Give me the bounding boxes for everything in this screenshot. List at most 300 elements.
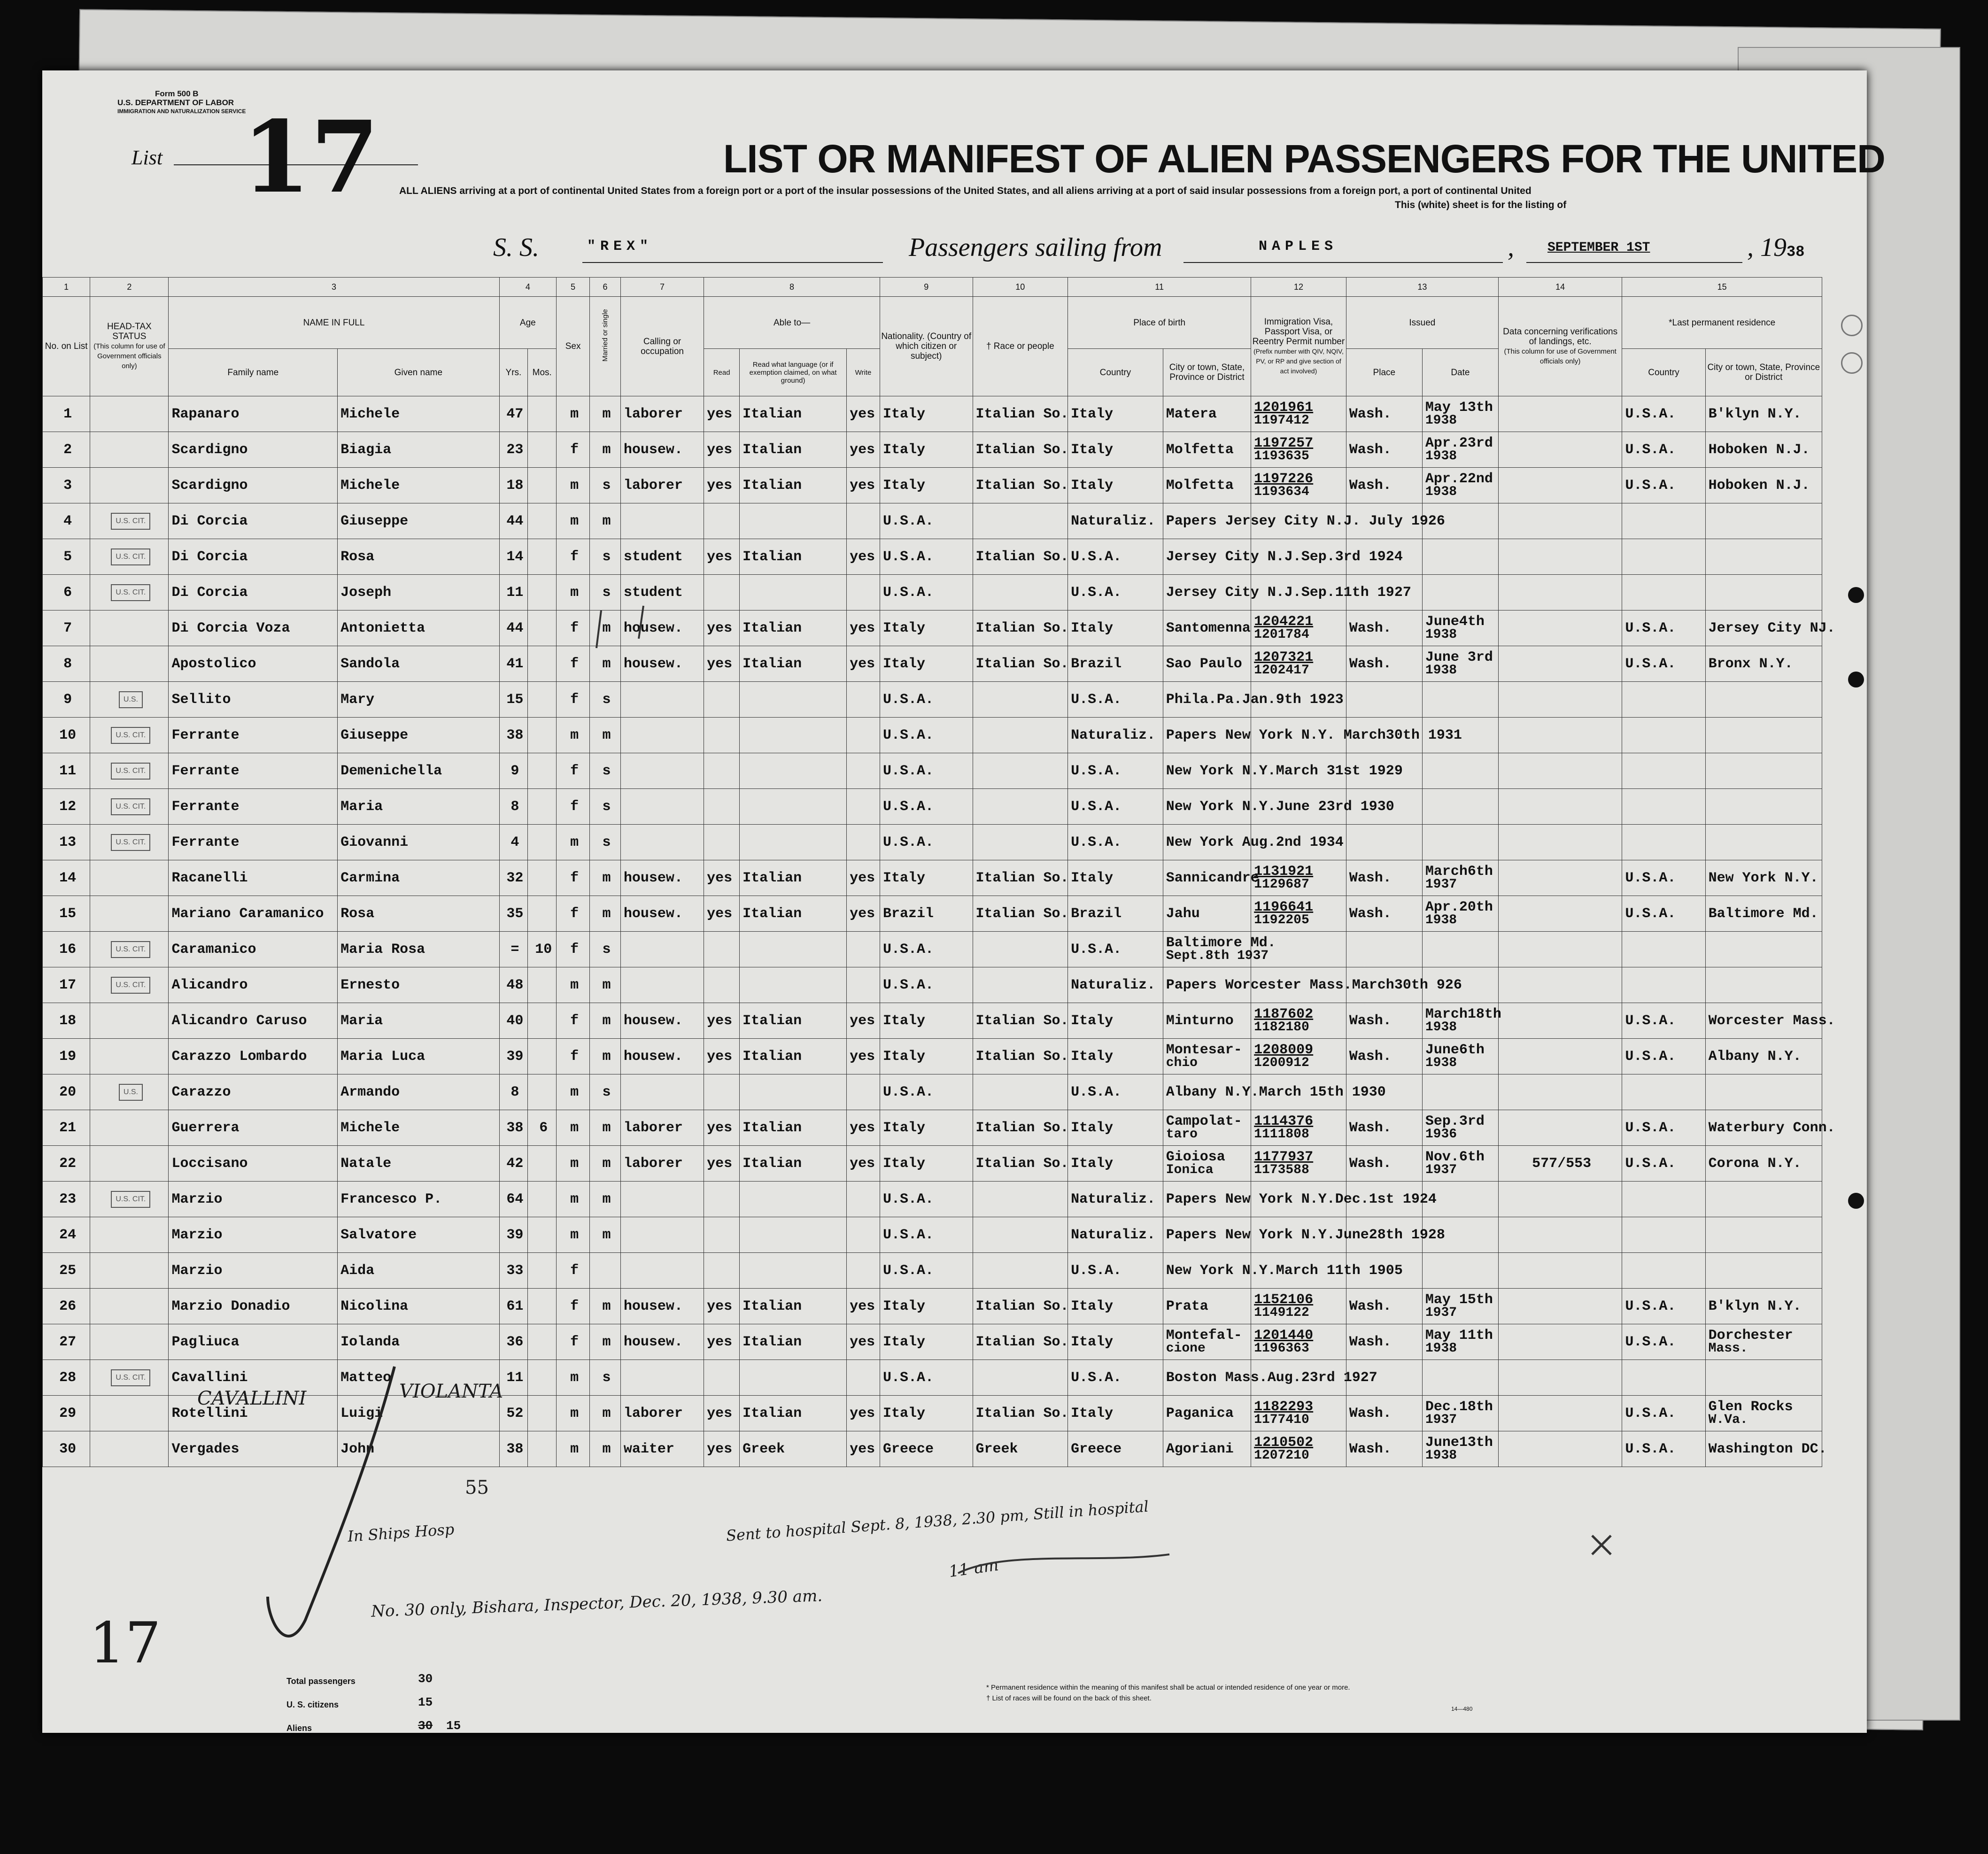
visa-number bbox=[1251, 1324, 1346, 1360]
header-row bbox=[43, 297, 1822, 349]
form-header bbox=[117, 89, 246, 116]
birth-city: Matera bbox=[1163, 396, 1251, 432]
family-name: Ferrante bbox=[169, 718, 338, 753]
visa-line-2: 1193634 bbox=[1254, 484, 1309, 499]
marital-status: s bbox=[590, 825, 621, 860]
nationality: Greece bbox=[880, 1431, 973, 1467]
visa-number bbox=[1251, 1003, 1346, 1039]
age-years: 18 bbox=[499, 468, 528, 503]
visa-number bbox=[1251, 1289, 1346, 1324]
department-name: U.S. DEPARTMENT OF LABOR bbox=[117, 98, 234, 107]
age-years: 4 bbox=[499, 825, 528, 860]
table-row bbox=[43, 1146, 1822, 1182]
marital-status: m bbox=[590, 1324, 621, 1360]
table-row bbox=[43, 396, 1822, 432]
age-years: 38 bbox=[499, 718, 528, 753]
header-write: Write bbox=[847, 349, 880, 396]
head-tax-status bbox=[90, 575, 169, 610]
residence-city bbox=[1705, 1253, 1822, 1289]
race: Italian So. bbox=[973, 610, 1068, 646]
issued-year-line: 1938 bbox=[1425, 1341, 1457, 1356]
residence-country bbox=[1622, 575, 1705, 610]
age-years: 42 bbox=[499, 1146, 528, 1182]
occupation: housew. bbox=[620, 432, 704, 468]
head-tax-status bbox=[90, 1074, 169, 1110]
residence-city bbox=[1705, 1217, 1822, 1253]
year-suffix: 38 bbox=[1787, 243, 1805, 261]
age-months bbox=[528, 1182, 557, 1217]
residence-city: Jersey City NJ. bbox=[1705, 610, 1822, 646]
row-number: 26 bbox=[43, 1289, 90, 1324]
can-write bbox=[847, 1253, 880, 1289]
can-write: yes bbox=[847, 1396, 880, 1431]
head-tax-status bbox=[90, 1039, 169, 1074]
race: Italian So. bbox=[973, 1039, 1068, 1074]
sex: f bbox=[557, 646, 590, 682]
verification bbox=[1498, 896, 1622, 932]
given-name: Biagia bbox=[338, 432, 499, 468]
table-row bbox=[43, 646, 1822, 682]
occupation bbox=[620, 682, 704, 718]
birth-city-line-2: chio bbox=[1166, 1055, 1198, 1070]
can-write: yes bbox=[847, 1324, 880, 1360]
birth-city: Sao Paulo bbox=[1163, 646, 1251, 682]
read-language: Italian bbox=[740, 896, 847, 932]
issued-date-line: Apr.23rd bbox=[1425, 435, 1493, 451]
sex: f bbox=[557, 1253, 590, 1289]
occupation: laborer bbox=[620, 396, 704, 432]
table-row bbox=[43, 1431, 1822, 1467]
can-write bbox=[847, 503, 880, 539]
birth-country: U.S.A. bbox=[1068, 932, 1163, 967]
row-number: 29 bbox=[43, 1396, 90, 1431]
age-years: 47 bbox=[499, 396, 528, 432]
table-row bbox=[43, 1324, 1822, 1360]
issued-year-line: 1937 bbox=[1425, 1162, 1457, 1177]
marital-status: s bbox=[590, 682, 621, 718]
footnote-residence: * Permanent residence within the meaning of this manifest shall be actual or intended residence of one year or more. bbox=[986, 1684, 1350, 1692]
issued-date-line: Dec.18th bbox=[1425, 1398, 1493, 1415]
table-row bbox=[43, 967, 1822, 1003]
birth-city: Minturno bbox=[1163, 1003, 1251, 1039]
can-read: yes bbox=[704, 1003, 740, 1039]
sailing-label: Passengers sailing from bbox=[909, 233, 1162, 262]
can-write bbox=[847, 1217, 880, 1253]
issued-place: Wash. bbox=[1346, 1396, 1422, 1431]
header-issued-place: Place bbox=[1346, 349, 1422, 396]
issued-place: Wash. bbox=[1346, 1146, 1422, 1182]
marital-status: m bbox=[590, 610, 621, 646]
can-read: yes bbox=[704, 468, 740, 503]
race: Italian So. bbox=[973, 860, 1068, 896]
race bbox=[973, 1217, 1068, 1253]
age-months bbox=[528, 1360, 557, 1396]
can-write: yes bbox=[847, 1039, 880, 1074]
sex: f bbox=[557, 432, 590, 468]
occupation bbox=[620, 1360, 704, 1396]
us-cit-stamp: U.S. CIT. bbox=[111, 584, 150, 601]
birth-country: U.S.A. bbox=[1068, 789, 1163, 825]
row-number: 8 bbox=[43, 646, 90, 682]
can-write bbox=[847, 1360, 880, 1396]
birth-city: Boston Mass.Aug.23rd 1927 bbox=[1163, 1360, 1251, 1396]
age-months: 10 bbox=[528, 932, 557, 967]
age-years: 44 bbox=[499, 610, 528, 646]
read-language: Italian bbox=[740, 468, 847, 503]
birth-country: Brazil bbox=[1068, 896, 1163, 932]
age-months bbox=[528, 1431, 557, 1467]
issued-date bbox=[1422, 1289, 1498, 1324]
age-months bbox=[528, 468, 557, 503]
verification bbox=[1498, 682, 1622, 718]
age-months bbox=[528, 1289, 557, 1324]
age-months bbox=[528, 1217, 557, 1253]
read-language: Italian bbox=[740, 1324, 847, 1360]
issued-place: Wash. bbox=[1346, 1110, 1422, 1146]
table-row bbox=[43, 575, 1822, 610]
head-tax-status bbox=[90, 396, 169, 432]
verification: 577/553 bbox=[1498, 1146, 1622, 1182]
sex: f bbox=[557, 932, 590, 967]
can-read: yes bbox=[704, 1396, 740, 1431]
visa-line: 1197257 bbox=[1254, 435, 1314, 451]
row-number: 22 bbox=[43, 1146, 90, 1182]
can-read: yes bbox=[704, 1146, 740, 1182]
head-tax-status bbox=[90, 1146, 169, 1182]
occupation bbox=[620, 932, 704, 967]
occupation bbox=[620, 789, 704, 825]
can-write: yes bbox=[847, 1289, 880, 1324]
age-years: 41 bbox=[499, 646, 528, 682]
port-name: NAPLES bbox=[1259, 239, 1338, 255]
residence-country bbox=[1622, 789, 1705, 825]
residence-city bbox=[1705, 932, 1822, 967]
can-read bbox=[704, 932, 740, 967]
race bbox=[973, 1253, 1068, 1289]
head-tax-status bbox=[90, 682, 169, 718]
can-read: yes bbox=[704, 860, 740, 896]
occupation bbox=[620, 718, 704, 753]
read-language: Italian bbox=[740, 1003, 847, 1039]
head-tax-status bbox=[90, 1003, 169, 1039]
head-tax-status bbox=[90, 967, 169, 1003]
issued-date bbox=[1422, 1146, 1498, 1182]
can-write: yes bbox=[847, 610, 880, 646]
punch-hole bbox=[1848, 1193, 1864, 1209]
issued-place bbox=[1346, 932, 1422, 967]
footnote-races: † List of races will be found on the back of this sheet. bbox=[986, 1694, 1152, 1702]
sex: m bbox=[557, 1217, 590, 1253]
issued-date bbox=[1422, 825, 1498, 860]
race: Italian So. bbox=[973, 646, 1068, 682]
col-number: 6 bbox=[590, 278, 621, 297]
sex: m bbox=[557, 1074, 590, 1110]
can-read bbox=[704, 1360, 740, 1396]
given-name: Sandola bbox=[338, 646, 499, 682]
given-name: Maria bbox=[338, 789, 499, 825]
residence-country: U.S.A. bbox=[1622, 1110, 1705, 1146]
header-res-country: Country bbox=[1622, 349, 1705, 396]
residence-country bbox=[1622, 539, 1705, 575]
verification bbox=[1498, 539, 1622, 575]
intro-text: ALL ALIENS arriving at a port of continental United States from a foreign port or a port of the insular possessions of the United States, and all aliens arriving at a port of said insular possessions from a foreign port, a port of continental United bbox=[399, 185, 1532, 196]
handwritten-time: 11 am bbox=[947, 1555, 1000, 1582]
occupation: housew. bbox=[620, 896, 704, 932]
race bbox=[973, 753, 1068, 789]
race bbox=[973, 575, 1068, 610]
family-name: Carazzo Lombardo bbox=[169, 1039, 338, 1074]
age-years: 48 bbox=[499, 967, 528, 1003]
visa-line: 1197226 bbox=[1254, 471, 1314, 487]
can-read bbox=[704, 718, 740, 753]
header-birth-country: Country bbox=[1068, 349, 1163, 396]
table-row bbox=[43, 1217, 1822, 1253]
occupation: housew. bbox=[620, 610, 704, 646]
residence-city: New York N.Y. bbox=[1705, 860, 1822, 896]
can-read: yes bbox=[704, 1039, 740, 1074]
issued-date-line: June13th bbox=[1425, 1434, 1493, 1451]
verif-note: (This column for use of Government officials only) bbox=[1504, 347, 1617, 365]
head-tax-status bbox=[90, 789, 169, 825]
read-language bbox=[740, 967, 847, 1003]
verification bbox=[1498, 468, 1622, 503]
visa-line-2: 1202417 bbox=[1254, 663, 1309, 678]
family-name: Mariano Caramanico bbox=[169, 896, 338, 932]
birth-city: Papers New York N.Y.June28th 1928 bbox=[1163, 1217, 1251, 1253]
head-tax-status bbox=[90, 1289, 169, 1324]
visa-line-2: 1201784 bbox=[1254, 627, 1309, 642]
handwritten-surname: CAVALLINI bbox=[197, 1388, 307, 1409]
manifest-page bbox=[42, 70, 1885, 1733]
header-race: † Race or people bbox=[973, 297, 1068, 396]
age-years: 39 bbox=[499, 1039, 528, 1074]
given-name: Matteo bbox=[338, 1360, 499, 1396]
verification bbox=[1498, 1074, 1622, 1110]
row-number: 15 bbox=[43, 896, 90, 932]
comma: , bbox=[1508, 233, 1514, 262]
us-cit-stamp: U.S. CIT. bbox=[111, 941, 150, 958]
aliens-value: 15 bbox=[446, 1719, 461, 1733]
occupation bbox=[620, 967, 704, 1003]
residence-city-line: Glen Rocks bbox=[1708, 1398, 1793, 1415]
occupation bbox=[620, 1182, 704, 1217]
handwritten-given-name: VIOLANTA bbox=[399, 1381, 503, 1402]
birth-country: Italy bbox=[1068, 1110, 1163, 1146]
col-number: 5 bbox=[557, 278, 590, 297]
issued-year-line: 1938 bbox=[1425, 448, 1457, 464]
issued-date bbox=[1422, 1324, 1498, 1360]
age-months bbox=[528, 1003, 557, 1039]
header-birth-city: City or town, State, Province or District bbox=[1163, 349, 1251, 396]
residence-country: U.S.A. bbox=[1622, 432, 1705, 468]
race bbox=[973, 503, 1068, 539]
can-read: yes bbox=[704, 432, 740, 468]
header-married bbox=[590, 297, 621, 396]
nationality: U.S.A. bbox=[880, 1074, 973, 1110]
table-row bbox=[43, 503, 1822, 539]
visa-note: (Prefix number with QIV, NQIV, PV, or RP and give section of act involved) bbox=[1253, 347, 1344, 375]
can-read bbox=[704, 575, 740, 610]
issued-date bbox=[1422, 468, 1498, 503]
visa-line-2: 1207210 bbox=[1254, 1448, 1309, 1463]
visa-line: 1187602 bbox=[1254, 1006, 1314, 1022]
binder-hole bbox=[1841, 352, 1863, 374]
marital-status: m bbox=[590, 1146, 621, 1182]
issued-date-line: Apr.22nd bbox=[1425, 471, 1493, 487]
residence-city: Worcester Mass. bbox=[1705, 1003, 1822, 1039]
issued-place: Wash. bbox=[1346, 468, 1422, 503]
head-tax-status bbox=[90, 1396, 169, 1431]
list-label: List bbox=[132, 146, 163, 169]
birth-city: Papers Jersey City N.J. July 1926 bbox=[1163, 503, 1251, 539]
can-read: yes bbox=[704, 539, 740, 575]
residence-country: U.S.A. bbox=[1622, 1396, 1705, 1431]
col-number: 15 bbox=[1622, 278, 1822, 297]
can-write bbox=[847, 789, 880, 825]
nationality: Italy bbox=[880, 1039, 973, 1074]
issued-year-line: 1938 bbox=[1425, 663, 1457, 678]
sex: m bbox=[557, 718, 590, 753]
sex: m bbox=[557, 1360, 590, 1396]
age-years: 11 bbox=[499, 575, 528, 610]
residence-city: Waterbury Conn. bbox=[1705, 1110, 1822, 1146]
age-months bbox=[528, 1039, 557, 1074]
verification bbox=[1498, 1360, 1622, 1396]
verification bbox=[1498, 1324, 1622, 1360]
table-row bbox=[43, 468, 1822, 503]
residence-city-line-2: Mass. bbox=[1708, 1341, 1748, 1356]
age-years: 64 bbox=[499, 1182, 528, 1217]
issued-place: Wash. bbox=[1346, 1289, 1422, 1324]
verification bbox=[1498, 1110, 1622, 1146]
row-number: 11 bbox=[43, 753, 90, 789]
race: Italian So. bbox=[973, 1003, 1068, 1039]
visa-line-2: 1129687 bbox=[1254, 877, 1309, 892]
header-verifications bbox=[1498, 297, 1622, 396]
nationality: U.S.A. bbox=[880, 1182, 973, 1217]
visa-line: 1177937 bbox=[1254, 1149, 1314, 1165]
table-row bbox=[43, 1003, 1822, 1039]
row-number: 4 bbox=[43, 503, 90, 539]
visa-number bbox=[1251, 432, 1346, 468]
header-res-city: City or town, State, Province or District bbox=[1705, 349, 1822, 396]
age-years: 32 bbox=[499, 860, 528, 896]
age-months bbox=[528, 1074, 557, 1110]
issued-year-line: 1938 bbox=[1425, 912, 1457, 927]
row-number: 16 bbox=[43, 932, 90, 967]
birth-country: U.S.A. bbox=[1068, 1074, 1163, 1110]
age-months bbox=[528, 896, 557, 932]
family-name: Racanelli bbox=[169, 860, 338, 896]
family-name: Rotellini bbox=[169, 1396, 338, 1431]
marital-status: m bbox=[590, 1217, 621, 1253]
us-cit-stamp: U.S. CIT. bbox=[111, 513, 150, 530]
verification bbox=[1498, 753, 1622, 789]
issued-year-line: 1938 bbox=[1425, 1448, 1457, 1463]
race: Greek bbox=[973, 1431, 1068, 1467]
occupation: housew. bbox=[620, 646, 704, 682]
issued-place: Wash. bbox=[1346, 1039, 1422, 1074]
issued-date bbox=[1422, 396, 1498, 432]
family-name: Ferrante bbox=[169, 789, 338, 825]
birth-city-line-2: Ionica bbox=[1166, 1162, 1214, 1177]
col-number: 12 bbox=[1251, 278, 1346, 297]
row-number: 30 bbox=[43, 1431, 90, 1467]
given-name: Ernesto bbox=[338, 967, 499, 1003]
birth-city: New York Aug.2nd 1934 bbox=[1163, 825, 1251, 860]
header-yrs: Yrs. bbox=[499, 349, 528, 396]
residence-city bbox=[1705, 718, 1822, 753]
visa-line: 1207321 bbox=[1254, 649, 1314, 665]
row-number: 6 bbox=[43, 575, 90, 610]
birth-country: U.S.A. bbox=[1068, 682, 1163, 718]
read-language: Italian bbox=[740, 1146, 847, 1182]
head-tax-status bbox=[90, 432, 169, 468]
residence-city bbox=[1705, 1074, 1822, 1110]
birth-country: Naturaliz. bbox=[1068, 718, 1163, 753]
race: Italian So. bbox=[973, 432, 1068, 468]
marital-status: m bbox=[590, 1182, 621, 1217]
binder-hole bbox=[1841, 315, 1863, 336]
issued-date bbox=[1422, 860, 1498, 896]
table-row bbox=[43, 789, 1822, 825]
nationality: Italy bbox=[880, 1003, 973, 1039]
punch-hole bbox=[1848, 672, 1864, 688]
us-cit-stamp: U.S. CIT. bbox=[111, 763, 150, 780]
can-read: yes bbox=[704, 396, 740, 432]
birth-country: U.S.A. bbox=[1068, 753, 1163, 789]
can-write: yes bbox=[847, 468, 880, 503]
residence-country: U.S.A. bbox=[1622, 646, 1705, 682]
residence-city bbox=[1705, 1182, 1822, 1217]
residence-city bbox=[1705, 1396, 1822, 1431]
visa-number bbox=[1251, 468, 1346, 503]
family-name: Sellito bbox=[169, 682, 338, 718]
nationality: U.S.A. bbox=[880, 1360, 973, 1396]
visa-line: 1131921 bbox=[1254, 863, 1314, 880]
age-months bbox=[528, 1396, 557, 1431]
col-number: 1 bbox=[43, 278, 90, 297]
age-years: 36 bbox=[499, 1324, 528, 1360]
can-write: yes bbox=[847, 396, 880, 432]
given-name: John bbox=[338, 1431, 499, 1467]
issued-date bbox=[1422, 539, 1498, 575]
us-cit-stamp: U.S. CIT. bbox=[111, 548, 150, 565]
nationality: Italy bbox=[880, 1396, 973, 1431]
read-language: Italian bbox=[740, 1110, 847, 1146]
can-read bbox=[704, 1182, 740, 1217]
nationality: Italy bbox=[880, 1324, 973, 1360]
marital-status: m bbox=[590, 1003, 621, 1039]
occupation bbox=[620, 753, 704, 789]
sex: m bbox=[557, 1146, 590, 1182]
family-name: Di Corcia Voza bbox=[169, 610, 338, 646]
issued-date bbox=[1422, 682, 1498, 718]
read-language bbox=[740, 575, 847, 610]
head-tax-status bbox=[90, 896, 169, 932]
occupation: laborer bbox=[620, 1146, 704, 1182]
visa-number bbox=[1251, 1110, 1346, 1146]
form-number: Form 500 B bbox=[155, 89, 199, 98]
issued-place: Wash. bbox=[1346, 860, 1422, 896]
can-read bbox=[704, 1217, 740, 1253]
issued-date bbox=[1422, 575, 1498, 610]
birth-city: Jersey City N.J.Sep.11th 1927 bbox=[1163, 575, 1251, 610]
col-number: 13 bbox=[1346, 278, 1498, 297]
header-family-name: Family name bbox=[169, 349, 338, 396]
visa-line: 1114376 bbox=[1254, 1113, 1314, 1129]
table-row bbox=[43, 860, 1822, 896]
